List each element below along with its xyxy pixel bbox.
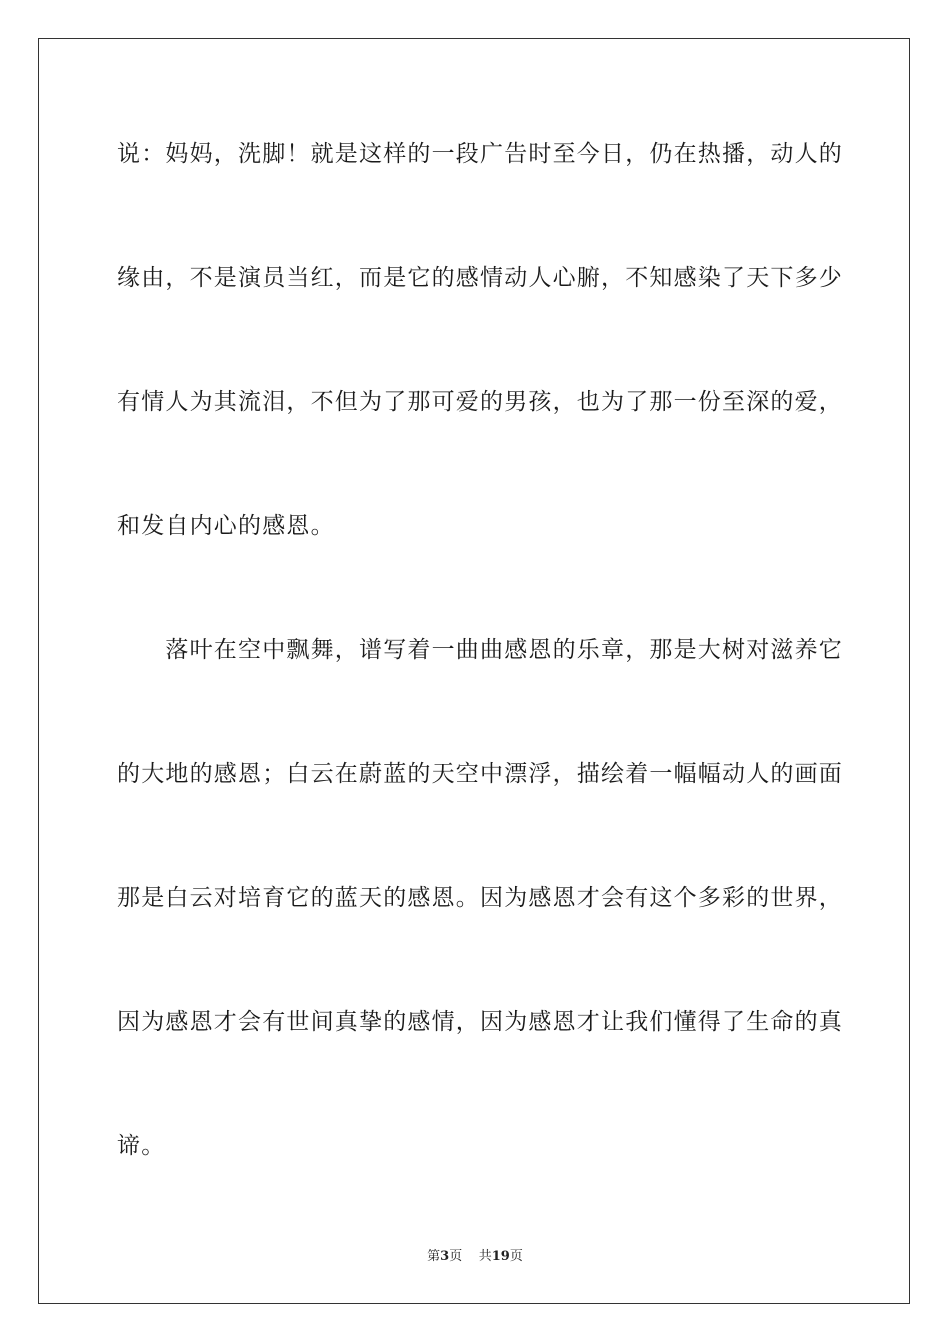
text-line-1: 说：妈妈，洗脚！就是这样的一段广告时至今日，仍在热播，动人的 xyxy=(117,141,843,167)
text-line-5: 落叶在空中飘舞，谱写着一曲曲感恩的乐章，那是大树对滋养它 xyxy=(117,637,843,663)
page-footer xyxy=(0,1248,950,1266)
footer-total-prefix: 共 xyxy=(478,1249,492,1264)
text-line-2: 缘由，不是演员当红，而是它的感情动人心腑，不知感染了天下多少 xyxy=(117,265,843,291)
footer-total-suffix: 页 xyxy=(509,1249,523,1264)
footer-page-current: 3 xyxy=(440,1249,450,1264)
text-line-8: 因为感恩才会有世间真挚的感情，因为感恩才让我们懂得了生命的真 xyxy=(117,1009,843,1035)
text-line-9: 谛。 xyxy=(117,1133,166,1159)
footer-page-suffix: 页 xyxy=(449,1249,463,1264)
text-line-7: 那是白云对培育它的蓝天的感恩。因为感恩才会有这个多彩的世界， xyxy=(117,885,843,911)
text-line-3: 有情人为其流泪，不但为了那可爱的男孩，也为了那一份至深的爱， xyxy=(117,389,843,415)
footer-page-prefix: 第 xyxy=(427,1249,441,1264)
text-line-4: 和发自内心的感恩。 xyxy=(117,513,335,539)
footer-page-total: 19 xyxy=(491,1249,510,1264)
page-border xyxy=(38,38,910,1304)
text-line-6: 的大地的感恩；白云在蔚蓝的天空中漂浮，描绘着一幅幅动人的画面 xyxy=(117,761,843,787)
